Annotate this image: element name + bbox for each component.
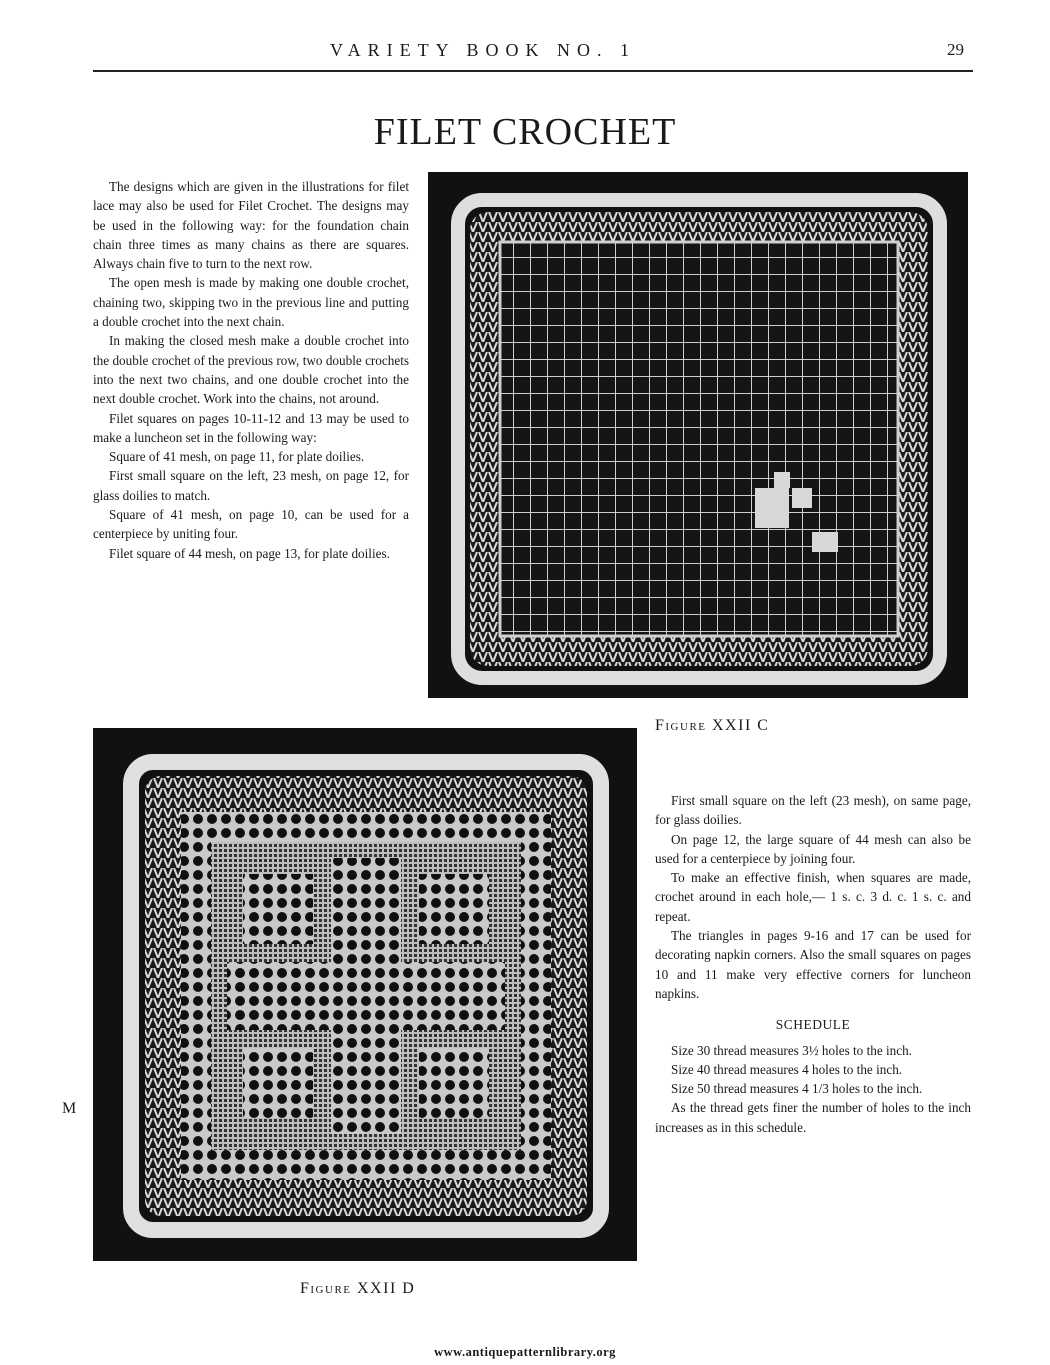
figure-caption: Figure XXII C (655, 717, 770, 734)
page-number: 29 (947, 40, 964, 59)
paragraph: First small square on the left (23 mesh), on same page, for glass doilies. (655, 793, 971, 828)
paragraph: First small square on the left, 23 mesh, on page 12, for glass doilies to match. (93, 468, 409, 503)
filet-doily-d-image (93, 728, 637, 1261)
footer-url[interactable]: www.antiquepatternlibrary.org (434, 1345, 616, 1359)
filet-doily-c-image (428, 172, 968, 698)
figure-xxii-c-photo (428, 172, 968, 698)
paragraph: Filet squares on pages 10-11-12 and 13 may be used to make a luncheon set in the following way: (93, 410, 409, 445)
page-title: FILET CROCHET (373, 111, 677, 153)
figure-caption: Figure XXII D (300, 1280, 416, 1297)
figure-xxii-d-photo (93, 728, 637, 1261)
schedule-item: Size 30 thread measures 3½ holes to the inch. (671, 1042, 912, 1058)
header-rule (93, 70, 973, 72)
schedule-item: As the thread gets finer the number of holes to the inch increases as in this schedule. (655, 1100, 971, 1135)
paragraph: The triangles in pages 9-16 and 17 can be used for decorating napkin corners. Also the small squares on pages 10 and 11 make very effective corners for luncheon napkins. (655, 928, 971, 1001)
schedule-item: Size 50 thread measures 4 1/3 holes to the inch. (671, 1081, 923, 1097)
paragraph: Square of 41 mesh, on page 11, for plate doilies. (109, 449, 365, 465)
paragraph: The open mesh is made by making one double crochet, chaining two, skipping two in the previous line and putting a double crochet into the next chain. (93, 275, 409, 330)
paragraph: Filet square of 44 mesh, on page 13, for plate doilies. (109, 545, 390, 561)
paragraph: The designs which are given in the illustrations for filet lace may also be used for Filet Crochet. The designs may be used in the following way: for the foundation chain chain three times as many chains as there are squares. Always chain five to turn to the next row. (93, 179, 409, 272)
schedule-item: Size 40 thread measures 4 holes to the inch. (671, 1061, 903, 1077)
margin-mark: M (62, 1100, 77, 1117)
right-text-column (655, 791, 971, 1137)
paragraph: On page 12, the large square of 44 mesh can also be used for a centerpiece by joining four. (655, 831, 971, 866)
schedule-heading: SCHEDULE (775, 1017, 851, 1033)
paragraph: In making the closed mesh make a double crochet into the double crochet of the previous row, two double crochets into the next two chains, and one double crochet into the next double crochet. Work into the chains, not around. (93, 333, 409, 407)
running-head: VARIETY BOOK NO. 1 (330, 40, 636, 60)
paragraph: To make an effective finish, when squares are made, crochet around in each hole,— 1 s. c. 3 d. c. 1 s. c. and repeat. (655, 870, 971, 924)
left-text-column (93, 177, 409, 563)
paragraph: Square of 41 mesh, on page 10, can be used for a centerpiece by uniting four. (93, 507, 409, 542)
